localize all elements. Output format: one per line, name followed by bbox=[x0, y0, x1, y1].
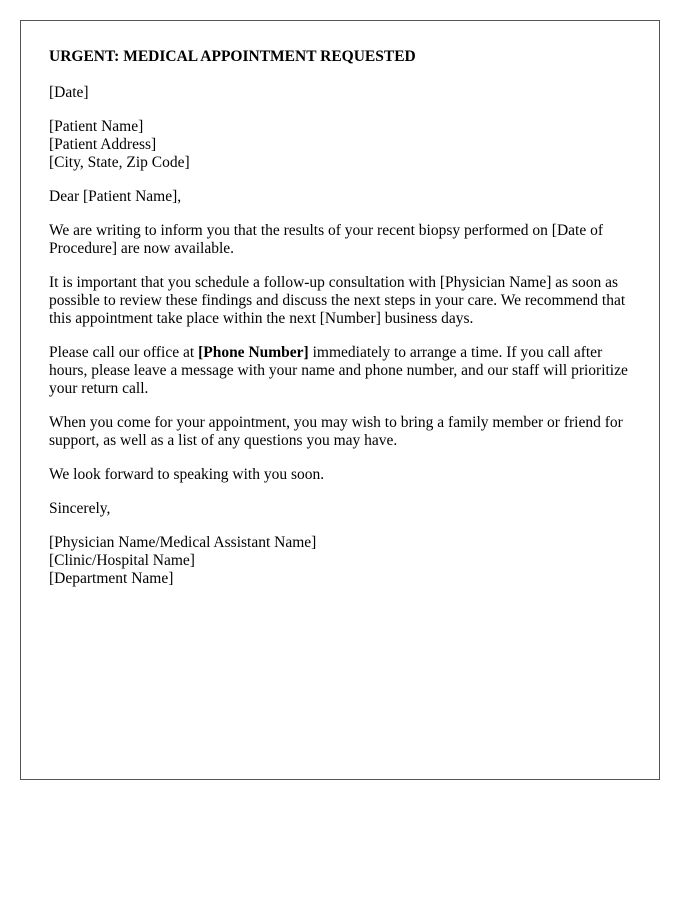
letter-page bbox=[20, 20, 660, 780]
salutation: Dear [Patient Name], bbox=[49, 188, 182, 205]
paragraph-phone-before: Please call our office at bbox=[49, 344, 199, 361]
signature-block bbox=[49, 534, 631, 588]
recipient-name: [Patient Name] bbox=[49, 118, 144, 135]
recipient-street: [Patient Address] bbox=[49, 136, 157, 153]
paragraph-results: We are writing to inform you that the results of your recent biopsy performed on [Date of Procedure] are now available. bbox=[49, 222, 604, 257]
recipient-address bbox=[49, 118, 631, 172]
paragraph-phone bbox=[49, 344, 631, 398]
phone-number: [Phone Number] bbox=[198, 344, 309, 361]
signature-clinic: [Clinic/Hospital Name] bbox=[49, 552, 195, 569]
paragraph-phone-after: immediately to arrange a time. If you call after hours, please leave a message with your name and phone number, and our staff will prioritize your return call. bbox=[49, 344, 628, 397]
paragraph-closing-remark: We look forward to speaking with you soon. bbox=[49, 466, 325, 483]
letter-date: [Date] bbox=[49, 84, 89, 101]
letter-title: URGENT: MEDICAL APPOINTMENT REQUESTED bbox=[49, 48, 416, 65]
signature-department: [Department Name] bbox=[49, 570, 174, 587]
paragraph-consultation: It is important that you schedule a follow-up consultation with [Physician Name] as soon as possible to review these findings and discuss the next steps in your care. We recommend that this appointment take place within the next [Number] business days. bbox=[49, 274, 626, 327]
closing: Sincerely, bbox=[49, 500, 111, 517]
signature-name: [Physician Name/Medical Assistant Name] bbox=[49, 534, 317, 551]
paragraph-bring: When you come for your appointment, you may wish to bring a family member or friend for support, as well as a list of any questions you may have. bbox=[49, 414, 623, 449]
recipient-city: [City, State, Zip Code] bbox=[49, 154, 190, 171]
